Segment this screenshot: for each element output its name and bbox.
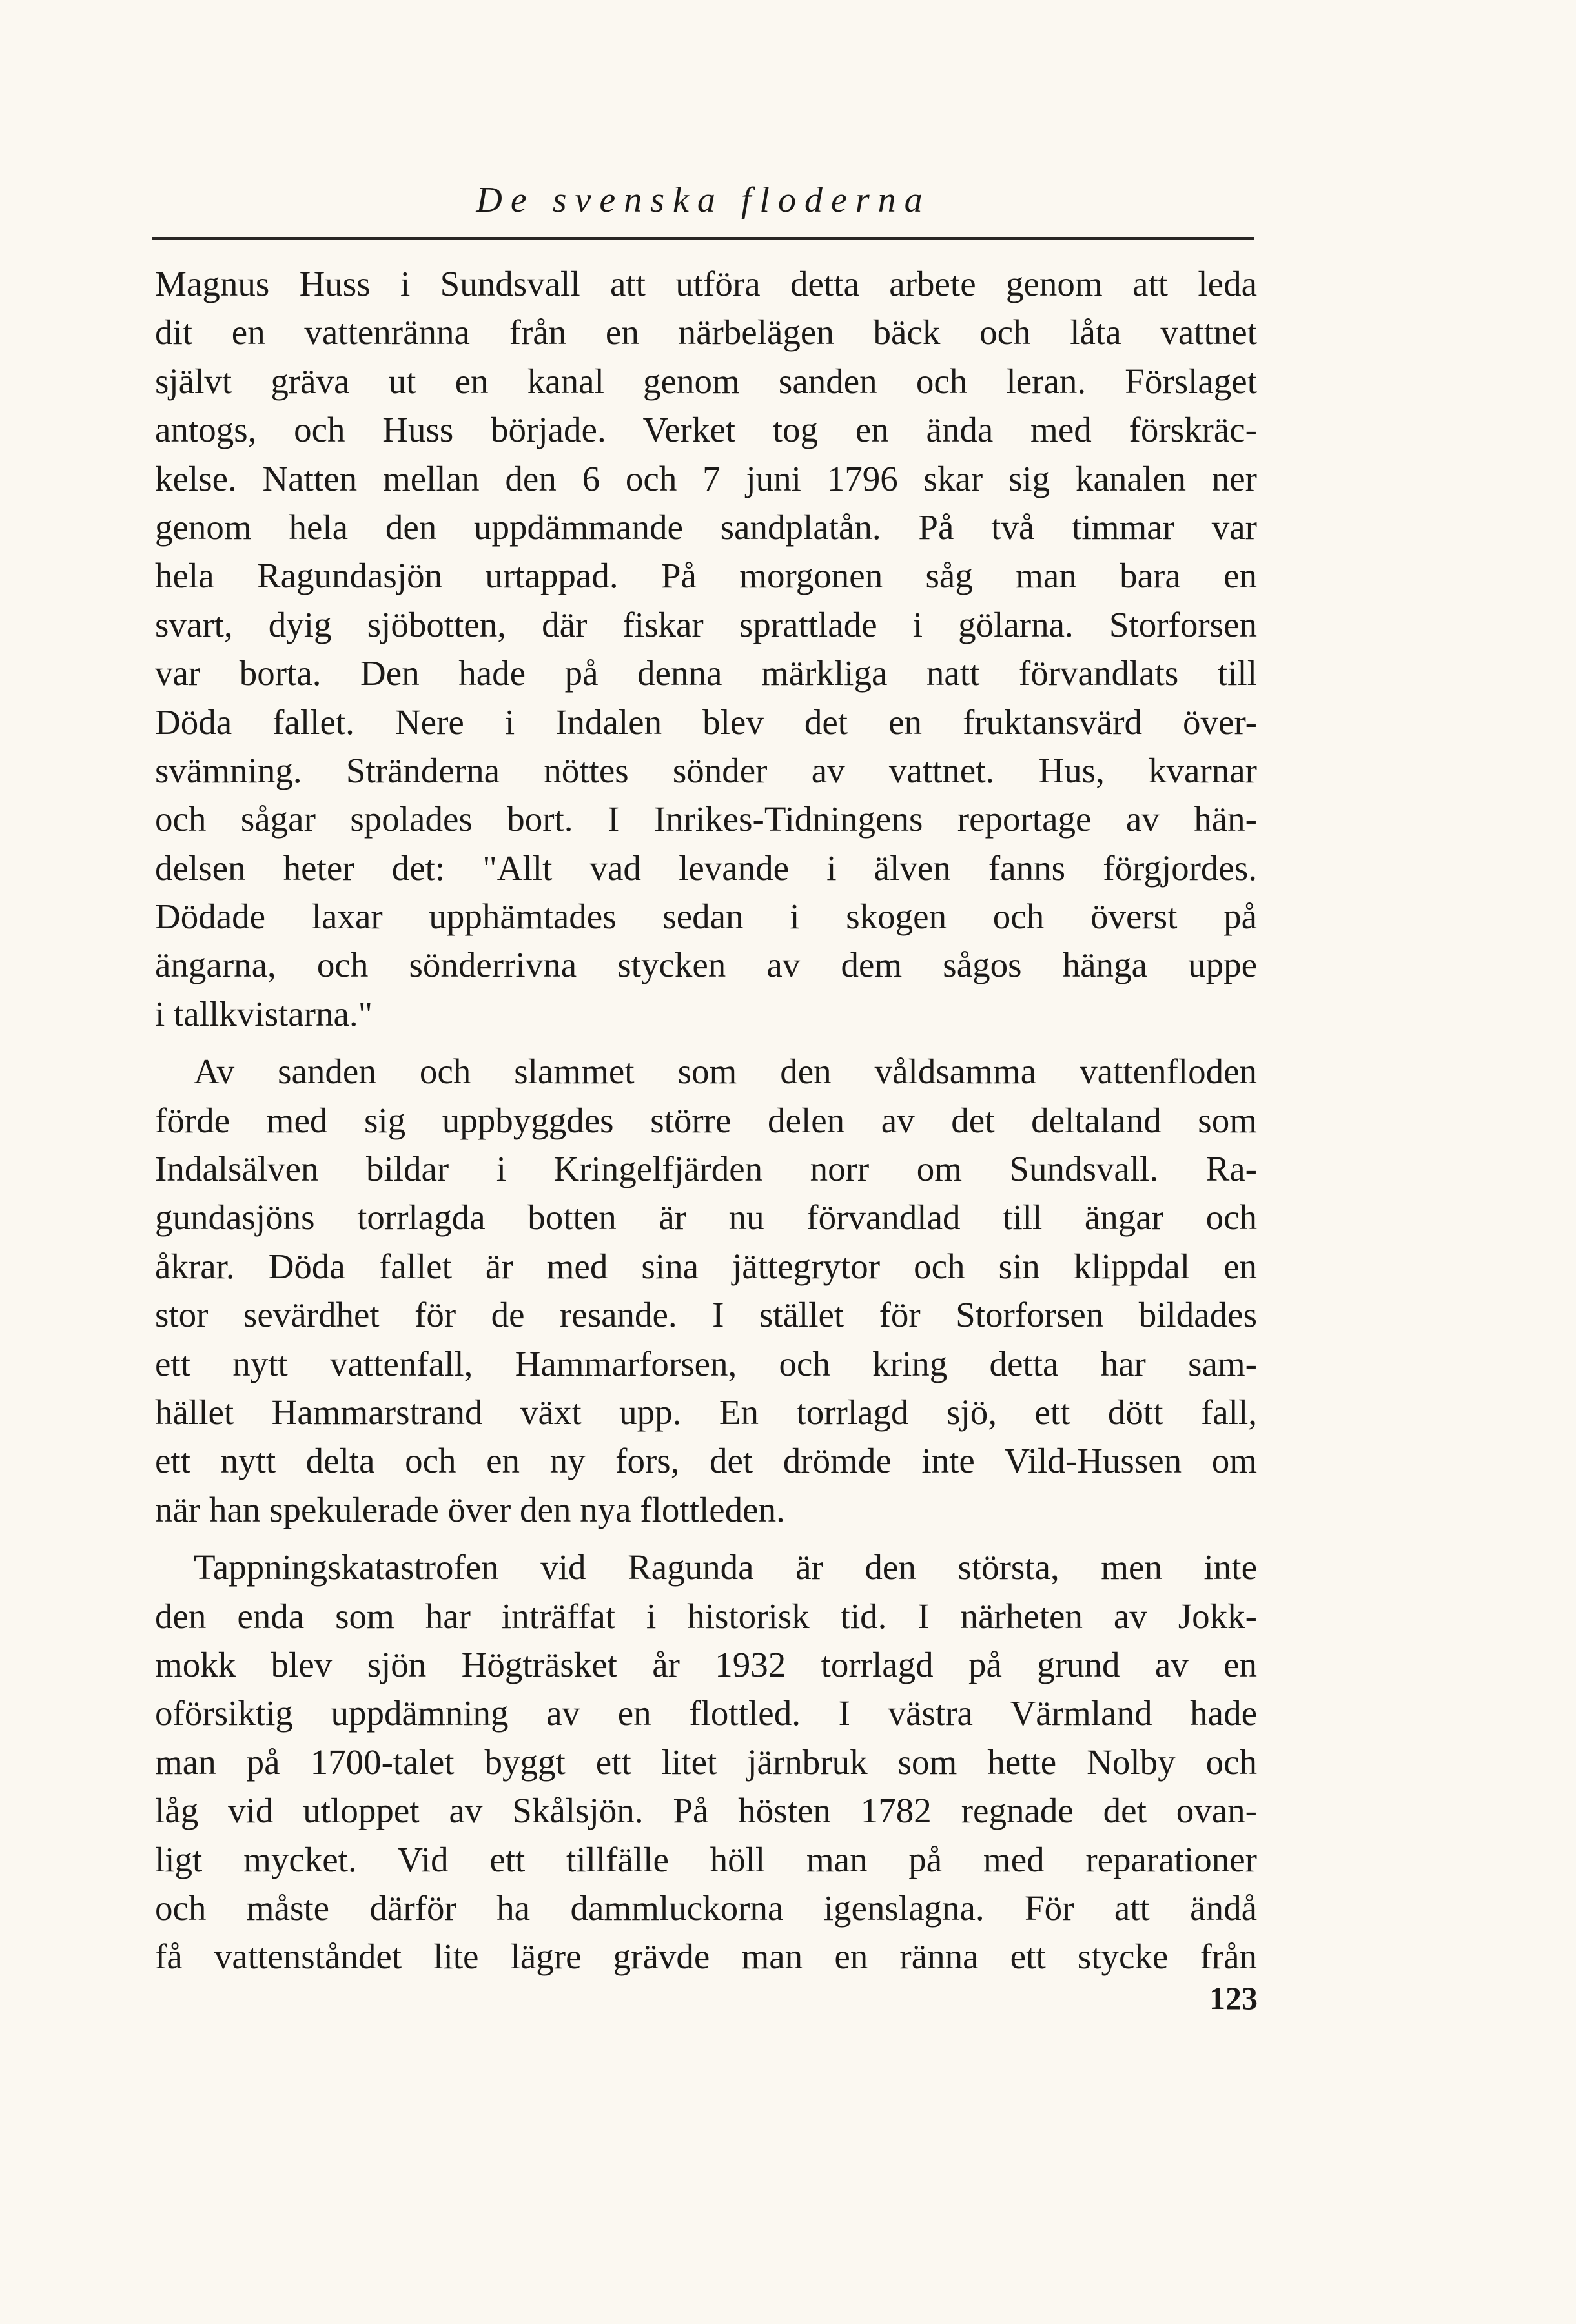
page-number: 123: [1209, 1980, 1258, 2016]
text-line: den enda som har inträffat i historisk tid. I närheten av Jokk-: [155, 1596, 1257, 1636]
text-line: kelse. Natten mellan den 6 och 7 juni 1796 skar sig kanalen ner: [155, 458, 1257, 498]
text-line: mokk blev sjön Högträsket år 1932 torrlagd på grund av en: [155, 1644, 1257, 1684]
text-line: svart, dyig sjöbotten, där fiskar sprattlade i gölarna. Storforsen: [155, 604, 1257, 644]
text-line: förde med sig uppbyggdes större delen av det deltaland som: [155, 1100, 1257, 1140]
text-line: ett nytt delta och en ny fors, det drömde inte Vild-Hussen om: [155, 1441, 1257, 1481]
paragraph: [155, 260, 1257, 1038]
text-line: låg vid utloppet av Skålsjön. På hösten 1782 regnade det ovan-: [155, 1791, 1257, 1831]
text-line: ängarna, och sönderrivna stycken av dem sågos hänga uppe: [155, 945, 1257, 985]
text-line: gundasjöns torrlagda botten är nu förvandlad till ängar och: [155, 1198, 1257, 1238]
paragraph: [155, 1543, 1257, 1981]
text-line: Tappningskatastrofen vid Ragunda är den största, men inte: [194, 1547, 1257, 1587]
text-line: hela Ragundasjön urtappad. På morgonen såg man bara en: [155, 556, 1257, 596]
text-line: delsen heter det: "Allt vad levande i älven fanns förgjordes.: [155, 848, 1257, 888]
text-line: Dödade laxar upphämtades sedan i skogen och överst på: [155, 897, 1257, 937]
text-line: självt gräva ut en kanal genom sanden och leran. Förslaget: [155, 361, 1257, 401]
text-line: åkrar. Döda fallet är med sina jättegrytor och sin klippdal en: [155, 1246, 1257, 1286]
text-line: svämning. Stränderna nöttes sönder av vattnet. Hus, kvarnar: [155, 750, 1257, 790]
body-text: [155, 260, 1257, 1981]
text-line: i tallkvistarna.": [155, 994, 373, 1034]
text-line: genom hela den uppdämmande sandplatån. På två timmar var: [155, 507, 1257, 547]
text-line: oförsiktig uppdämning av en flottled. I västra Värmland hade: [155, 1693, 1257, 1733]
text-line: var borta. Den hade på denna märkliga natt förvandlats till: [155, 653, 1257, 693]
text-line: få vattenståndet lite lägre grävde man en ränna ett stycke från: [155, 1937, 1257, 1977]
text-line: ligt mycket. Vid ett tillfälle höll man på med reparationer: [155, 1839, 1257, 1879]
paragraph-gap: [155, 1038, 1257, 1047]
text-line: hället Hammarstrand växt upp. En torrlagd sjö, ett dött fall,: [155, 1392, 1257, 1432]
text-line: man på 1700-talet byggt ett litet järnbruk som hette Nolby och: [155, 1742, 1257, 1782]
text-line: stor sevärdhet för de resande. I stället för Storforsen bildades: [155, 1295, 1257, 1335]
text-line: och sågar spolades bort. I Inrikes-Tidningens reportage av hän-: [155, 799, 1257, 839]
text-line: Indalsälven bildar i Kringelfjärden norr om Sundsvall. Ra-: [155, 1149, 1257, 1189]
text-line: när han spekulerade över den nya flottleden.: [155, 1489, 785, 1529]
text-line: antogs, och Huss började. Verket tog en ända med förskräc-: [155, 410, 1257, 450]
text-line: och måste därför ha dammluckorna igenslagna. För att ändå: [155, 1888, 1257, 1928]
text-line: Magnus Huss i Sundsvall att utföra detta arbete genom att leda: [155, 264, 1257, 303]
text-line: Av sanden och slammet som den våldsamma vattenfloden: [194, 1052, 1257, 1092]
header-rule: [152, 237, 1254, 240]
paragraph-gap: [155, 1534, 1257, 1543]
text-line: ett nytt vattenfall, Hammarforsen, och kring detta har sam-: [155, 1343, 1257, 1383]
running-head: De svenska floderna: [476, 180, 931, 220]
text-line: dit en vattenränna från en närbelägen bäck och låta vattnet: [155, 312, 1257, 352]
text-line: Döda fallet. Nere i Indalen blev det en fruktansvärd över-: [155, 702, 1257, 742]
paragraph: [155, 1047, 1257, 1534]
